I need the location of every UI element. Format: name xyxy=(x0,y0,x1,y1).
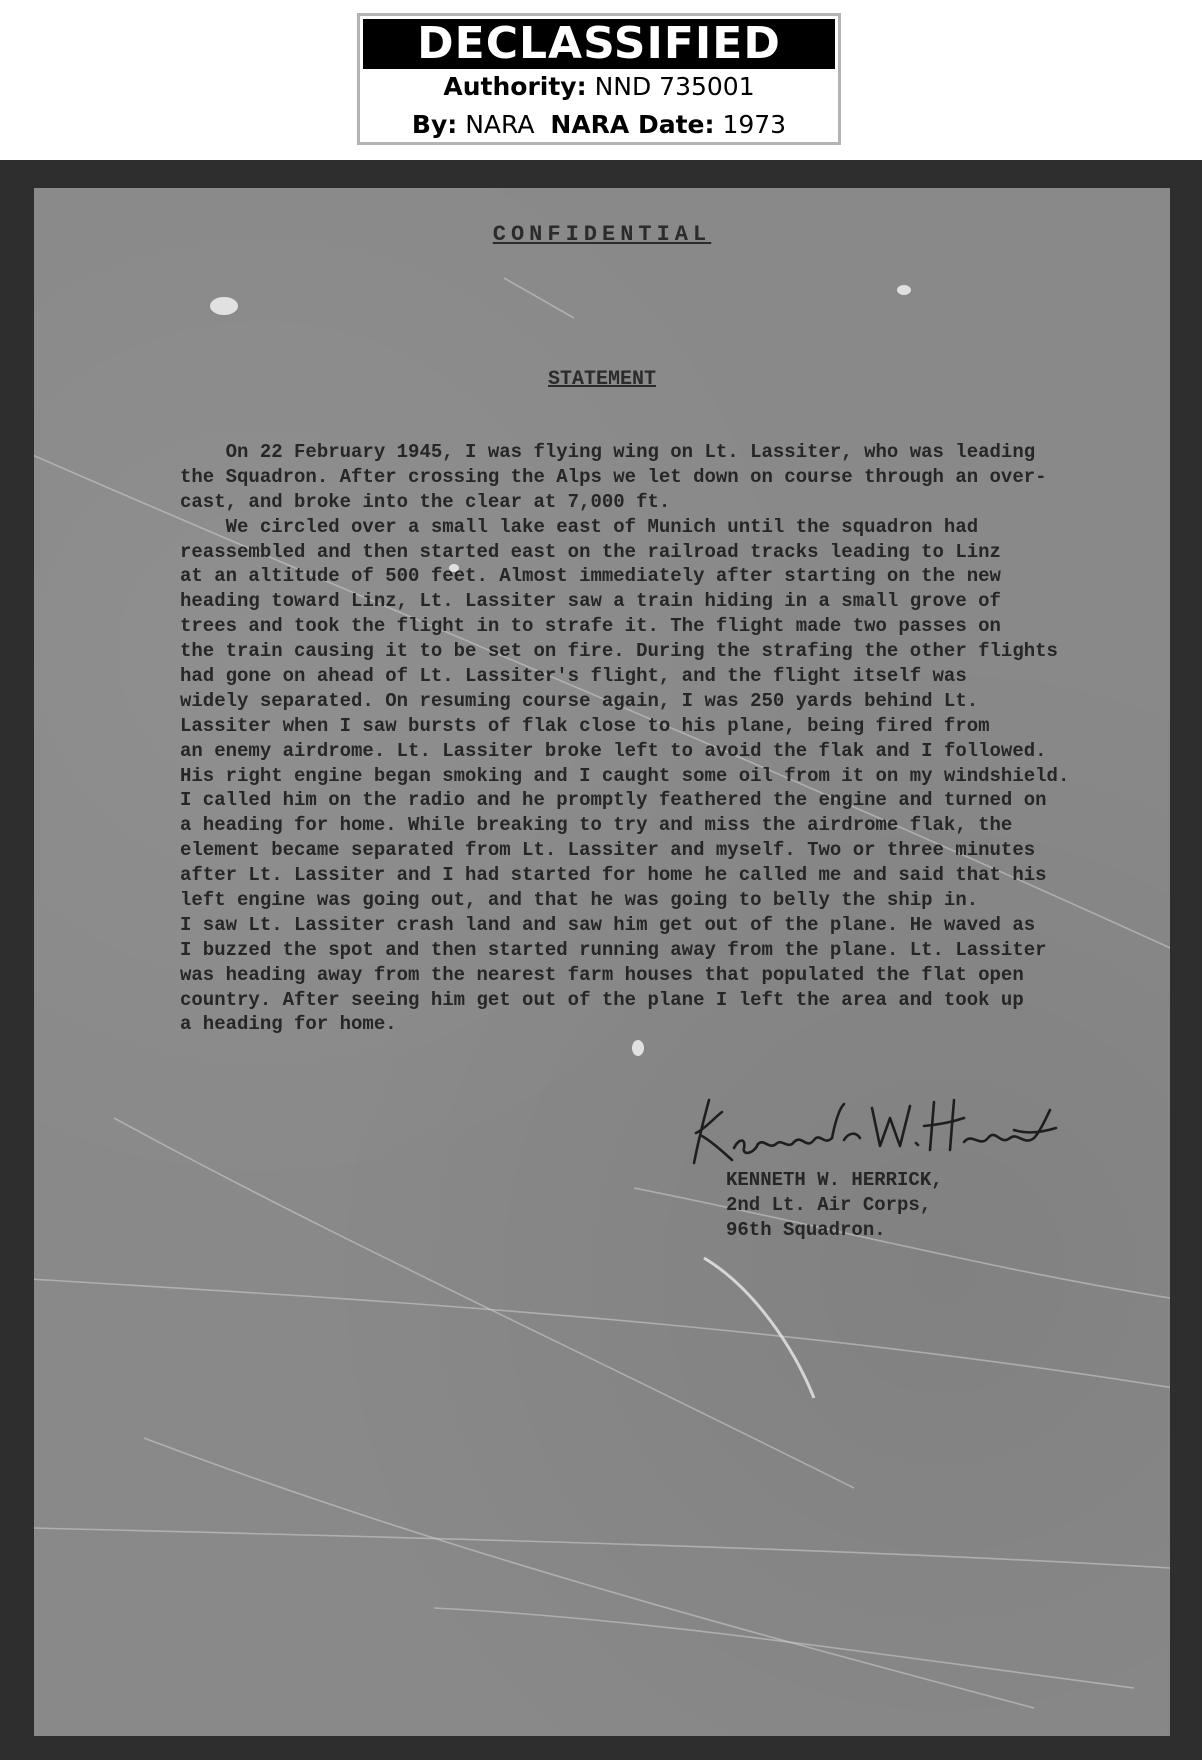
stamp-by-line xyxy=(360,110,838,139)
statement-line: I saw Lt. Lassiter crash land and saw him get out of the plane. He waved as xyxy=(180,913,1036,936)
statement-line: country. After seeing him get out of the plane I left the area and took up xyxy=(180,988,1024,1011)
statement-line: On 22 February 1945, I was flying wing on Lt. Lassiter, who was leading xyxy=(180,441,1036,463)
statement-line: I called him on the radio and he promptly feathered the engine and turned on xyxy=(180,789,1047,812)
statement-line: after Lt. Lassiter and I had started for home he called me and said that his xyxy=(180,864,1047,887)
statement-line: widely separated. On resuming course again, I was 250 yards behind Lt. xyxy=(180,689,979,712)
statement-line: at an altitude of 500 feet. Almost immediately after starting on the new xyxy=(180,565,1001,588)
signature-block xyxy=(726,1168,943,1243)
statement-line: trees and took the flight in to strafe it. The flight made two passes on xyxy=(180,615,1001,638)
classification-heading: CONFIDENTIAL xyxy=(492,222,712,247)
statement-line: Lassiter when I saw bursts of flak close to his plane, being fired from xyxy=(180,714,990,737)
stamp-date-value: 1973 xyxy=(722,110,787,139)
stamp-date-label: NARA Date: xyxy=(550,110,715,139)
statement-line: element became separated from Lt. Lassiter and myself. Two or three minutes xyxy=(180,839,1036,862)
statement-line: left engine was going out, and that he was going to belly the ship in. xyxy=(180,889,979,912)
stamp-authority-label: Authority: xyxy=(443,72,587,101)
handwritten-signature xyxy=(684,1088,1064,1178)
statement-line: a heading for home. While breaking to try and miss the airdrome flak, the xyxy=(180,814,1013,837)
statement-line: an enemy airdrome. Lt. Lassiter broke left to avoid the flak and I followed. xyxy=(180,739,1047,762)
scanned-page xyxy=(34,188,1170,1736)
statement-body xyxy=(180,440,1140,1037)
document-title: STATEMENT xyxy=(547,368,657,391)
statement-line: cast, and broke into the clear at 7,000 ft. xyxy=(180,490,671,513)
declassified-stamp xyxy=(357,13,841,145)
signature-line: KENNETH W. HERRICK, xyxy=(726,1169,943,1191)
signature-line: 2nd Lt. Air Corps, xyxy=(726,1194,932,1216)
statement-line: the Squadron. After crossing the Alps we let down on course through an over- xyxy=(180,465,1047,488)
statement-line: heading toward Linz, Lt. Lassiter saw a train hiding in a small grove of xyxy=(180,590,1001,613)
statement-line: I buzzed the spot and then started running away from the plane. Lt. Lassiter xyxy=(180,938,1047,961)
stamp-title: DECLASSIFIED xyxy=(363,19,835,69)
statement-line: was heading away from the nearest farm houses that populated the flat open xyxy=(180,963,1024,986)
statement-line: a heading for home. xyxy=(180,1013,397,1036)
stamp-by-value: NARA xyxy=(465,110,535,139)
signature-line: 96th Squadron. xyxy=(726,1219,886,1241)
stamp-by-label: By: xyxy=(411,110,458,139)
statement-line: We circled over a small lake east of Munich until the squadron had xyxy=(180,515,979,538)
statement-line: reassembled and then started east on the railroad tracks leading to Linz xyxy=(180,540,1001,563)
stamp-authority-line xyxy=(360,72,838,101)
statement-line: the train causing it to be set on fire. During the strafing the other flights xyxy=(180,640,1058,663)
stamp-authority-value: NND 735001 xyxy=(594,72,755,101)
statement-line: had gone on ahead of Lt. Lassiter's flight, and the flight itself was xyxy=(180,665,967,688)
statement-line: His right engine began smoking and I caught some oil from it on my windshield. xyxy=(180,764,1070,787)
